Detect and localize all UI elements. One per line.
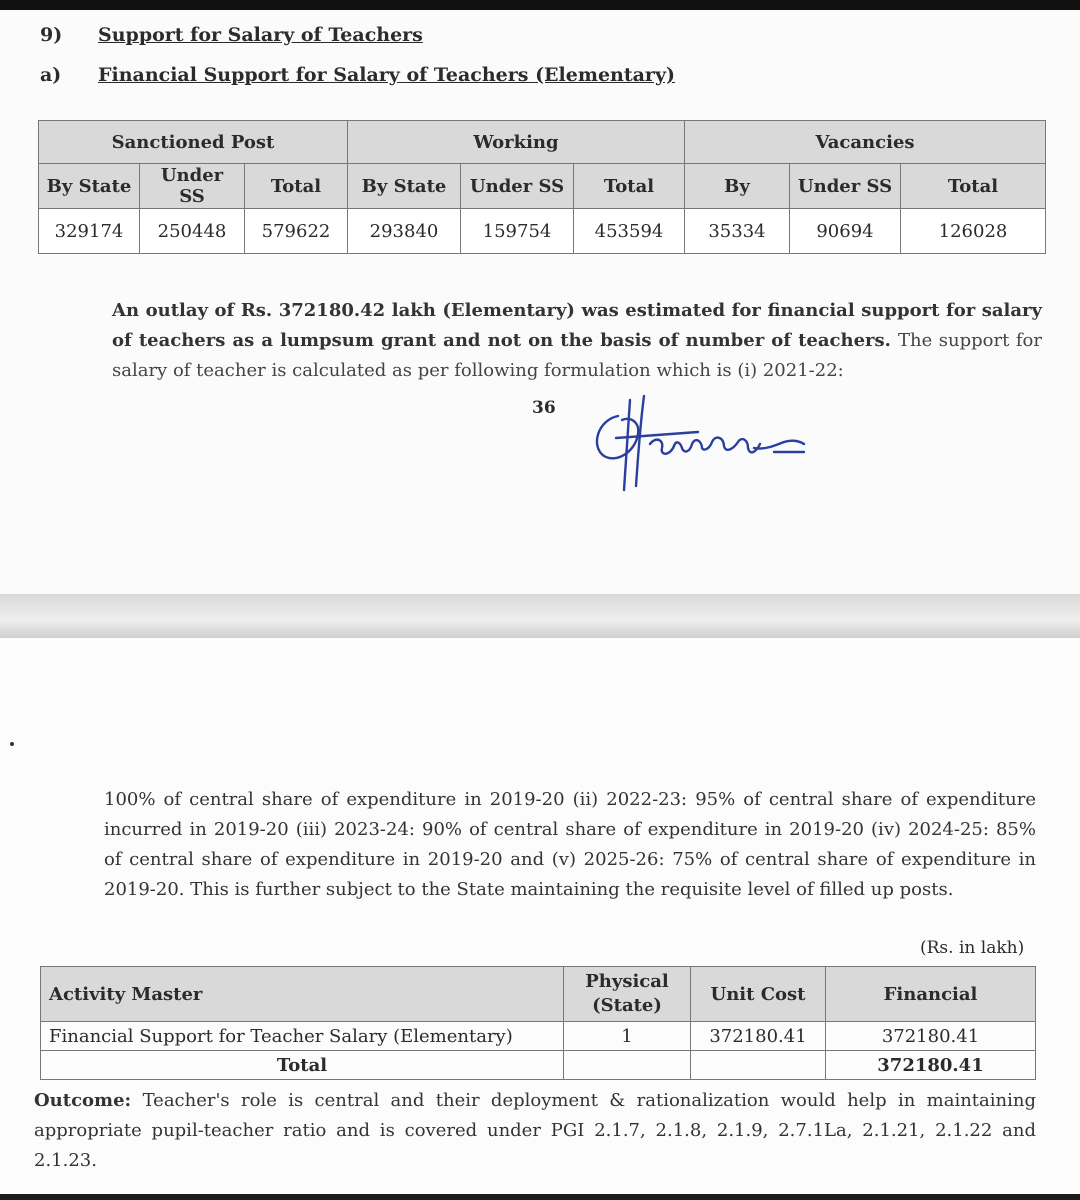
col-header: By State [39,164,140,209]
outcome-text: Teacher's role is central and their deployment & rationalization would help in maintaining appropriate pupil-teacher ratio and is covered under PGI 2.1.7, 2.1.8, 2.1.9, 2.7.1La, 2.1.21, 2.1.22 and 2.1.23. [34,1090,1036,1171]
group-header-vacancies: Vacancies [685,121,1046,164]
speck [10,742,14,746]
page-number: 36 [532,398,556,418]
signature-image [578,386,818,496]
section-number: 9) [40,24,63,46]
col-header: Under SS [790,164,901,209]
outlay-paragraph-bold: An outlay of Rs. 372180.42 lakh (Elementary) was estimated for financial support for salary of teachers as a lumpsum grant and not on the basis of number of teachers. [112,300,1042,351]
table-cell: 250448 [140,209,245,254]
section-heading [40,24,423,46]
outlay-paragraph [112,296,1042,386]
table-cell: 159754 [461,209,574,254]
total-label: Total [41,1051,564,1080]
top-border [0,0,1080,10]
subsection-heading [40,64,675,86]
table-cell: 579622 [245,209,348,254]
subsection-number: a) [40,64,62,86]
activity-table [40,966,1036,1080]
physical-cell: 1 [564,1022,691,1051]
formulation-paragraph: 100% of central share of expenditure in 2019-20 (ii) 2022-23: 95% of central share of expenditure incurred in 2019-20 (iii) 2023-24: 90% of central share of expenditure in 2019-20 (iv) 2024-25: 85% of central share of expenditure in 2019-20 and (v) 2025-26: 75% of central share of expenditure in 2019-20. This is further subject to the State maintaining the requisite level of filled up posts. [104,789,1036,900]
group-header-sanctioned: Sanctioned Post [39,121,348,164]
table-cell: 453594 [574,209,685,254]
col-header: By [685,164,790,209]
group-header-working: Working [348,121,685,164]
table-cell: 329174 [39,209,140,254]
header-physical: Physical (State) [564,967,691,1022]
col-header: Under SS [461,164,574,209]
col-header: Total [901,164,1046,209]
total-empty [564,1051,691,1080]
table-cell: 90694 [790,209,901,254]
header-unit-cost: Unit Cost [691,967,826,1022]
col-header: Under SS [140,164,245,209]
outlay-paragraph-rest: The support for salary of teacher is calculated as per following formulation which is (i) 2021-22: [112,330,1042,381]
unit-note: (Rs. in lakh) [920,938,1025,958]
table-cell: 126028 [901,209,1046,254]
header-financial: Financial [826,967,1036,1022]
total-empty [691,1051,826,1080]
header-activity: Activity Master [41,967,564,1022]
unit-cost-cell: 372180.41 [691,1022,826,1051]
col-header: Total [574,164,685,209]
section-title: Support for Salary of Teachers [98,24,423,46]
activity-name-cell: Financial Support for Teacher Salary (Elementary) [41,1022,564,1051]
teacher-posts-table [38,120,1046,254]
table-cell: 293840 [348,209,461,254]
subsection-title: Financial Support for Salary of Teachers (Elementary) [98,64,675,86]
col-header: Total [245,164,348,209]
col-header: By State [348,164,461,209]
outcome-label: Outcome: [34,1090,132,1111]
outcome-paragraph [34,1086,1036,1176]
page-separator [0,594,1080,640]
total-financial: 372180.41 [826,1051,1036,1080]
table-cell: 35334 [685,209,790,254]
financial-cell: 372180.41 [826,1022,1036,1051]
